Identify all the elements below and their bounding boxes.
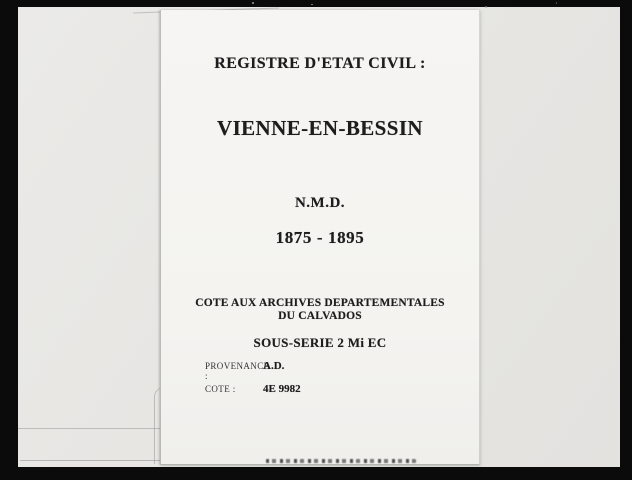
dust-speck	[556, 2, 557, 4]
provenance-block	[205, 360, 301, 395]
cote-value: 4E 9982	[263, 383, 301, 395]
provenance-value: A.D.	[263, 360, 285, 372]
backing-sheet-rule-upper	[18, 428, 163, 429]
cote-label: COTE :	[205, 384, 236, 394]
archives-heading-line2: DU CALVADOS	[278, 310, 362, 322]
commune-name: VIENNE-EN-BESSIN	[217, 116, 423, 140]
provenance-label: PROVENANCE :	[205, 361, 270, 381]
dust-speck	[311, 4, 313, 5]
dust-speck	[485, 6, 487, 8]
archives-heading	[161, 297, 479, 323]
date-range: 1875 - 1895	[275, 228, 365, 247]
title-page	[160, 10, 480, 465]
archives-heading-line1: COTE AUX ARCHIVES DEPARTEMENTALES	[195, 297, 445, 309]
dust-speck	[252, 2, 254, 4]
sous-serie: SOUS-SERIE 2 Mi EC	[253, 335, 387, 350]
acts-abbreviation: N.M.D.	[294, 195, 346, 211]
backing-sheet-rule-lower	[20, 460, 172, 461]
document-type-title: REGISTRE D'ETAT CIVIL :	[214, 55, 426, 72]
cropped-text-smudge	[266, 459, 416, 463]
